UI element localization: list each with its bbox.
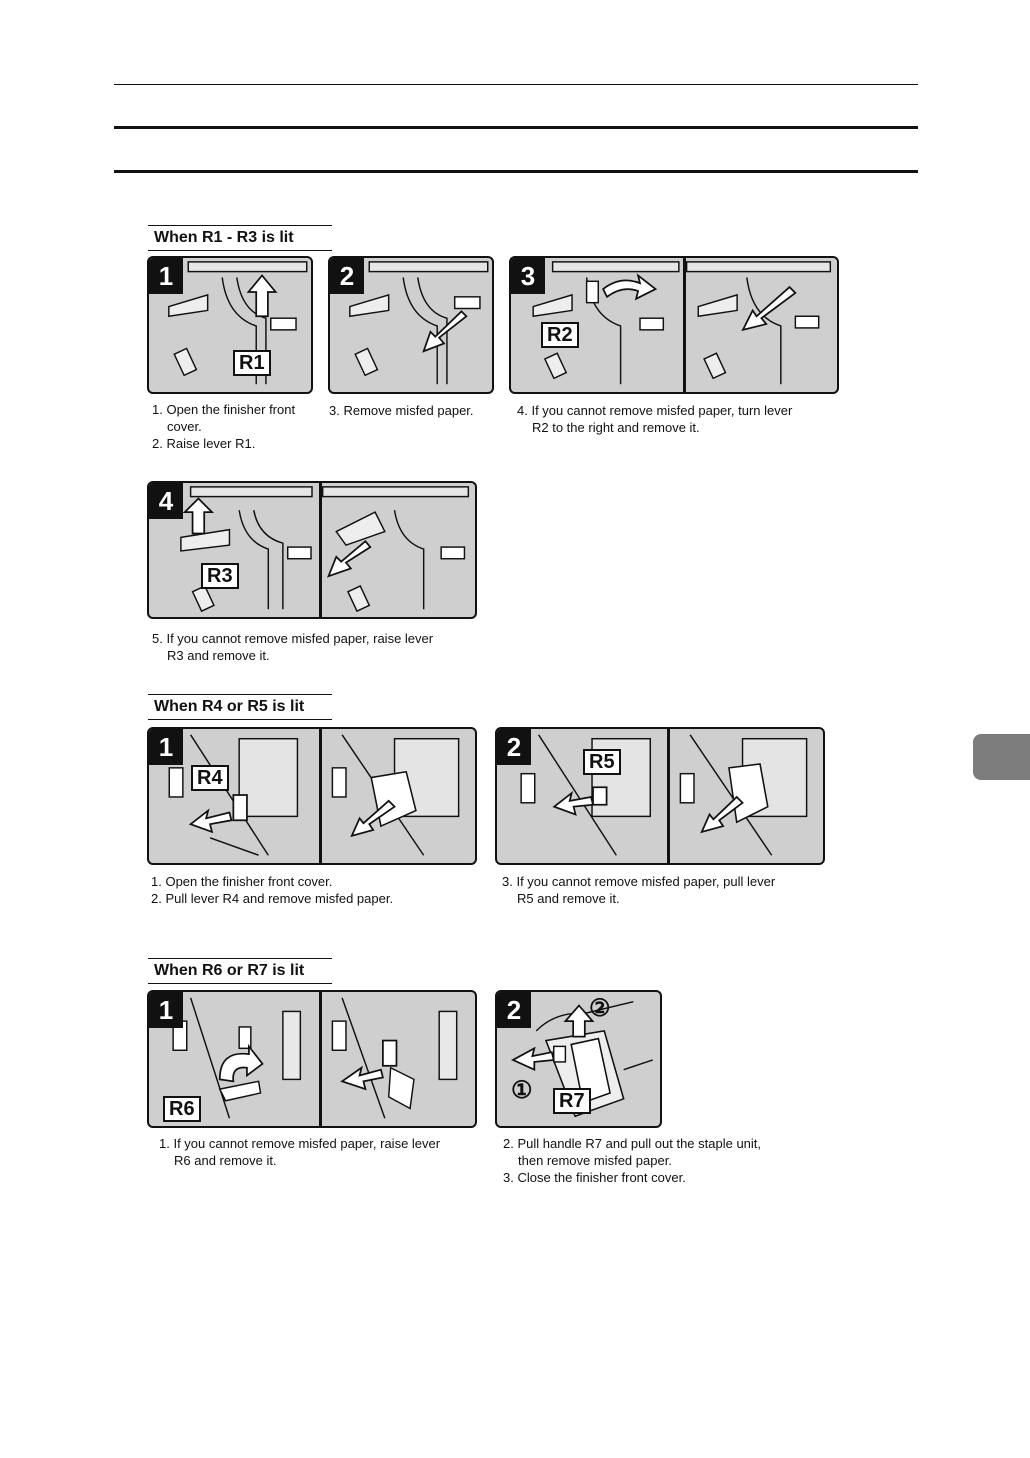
panel-divider <box>319 992 322 1126</box>
illustration-r6-step1 <box>147 990 477 1128</box>
callout-r1: R1 <box>233 350 271 376</box>
caption-line: 3. If you cannot remove misfed paper, pull lever <box>502 874 776 889</box>
caption-line: 2. Pull handle R7 and pull out the staple unit, <box>503 1136 762 1151</box>
caption-line: 4. If you cannot remove misfed paper, turn lever <box>517 403 793 418</box>
section-heading-r4-r5 <box>148 694 332 720</box>
panel-divider <box>667 729 670 863</box>
step-number: 2 <box>497 992 531 1028</box>
finisher-drawing <box>149 729 475 863</box>
step-number: 3 <box>511 258 545 294</box>
caption-line: 3. Close the finisher front cover. <box>503 1170 686 1185</box>
caption-r4-step2 <box>502 873 775 907</box>
top-thin-rule <box>114 84 918 85</box>
callout-circled-1: ① <box>511 1077 533 1104</box>
section-heading-r6-r7 <box>148 958 332 984</box>
caption-line: R5 and remove it. <box>517 891 620 906</box>
callout-r3: R3 <box>201 563 239 589</box>
callout-circled-2: ② <box>589 995 611 1022</box>
illustration-r1-step4 <box>147 481 477 619</box>
callout-r6: R6 <box>163 1096 201 1122</box>
illustration-r4-step2 <box>495 727 825 865</box>
illustration-r4-step1 <box>147 727 477 865</box>
illustration-r1-step1 <box>147 256 313 394</box>
section-title: When R4 or R5 is lit <box>154 698 305 715</box>
finisher-drawing <box>149 483 475 617</box>
caption-r1-step3 <box>517 402 792 436</box>
caption-line: cover. <box>167 419 202 434</box>
callout-r4: R4 <box>191 765 229 791</box>
illustration-r7-step2 <box>495 990 662 1128</box>
callout-r2: R2 <box>541 322 579 348</box>
panel-divider <box>319 729 322 863</box>
caption-r1-step4 <box>152 630 433 664</box>
caption-line: 2. Pull lever R4 and remove misfed paper. <box>151 891 394 906</box>
step-number: 1 <box>149 729 183 765</box>
caption-r1-step2 <box>329 402 474 419</box>
illustration-r1-step3 <box>509 256 839 394</box>
caption-line: 2. Raise lever R1. <box>152 436 256 451</box>
finisher-drawing <box>497 729 823 863</box>
caption-line: 5. If you cannot remove misfed paper, raise lever <box>152 631 434 646</box>
step-number: 1 <box>149 258 183 294</box>
callout-r5: R5 <box>583 749 621 775</box>
step-number: 2 <box>497 729 531 765</box>
panel-divider <box>683 258 686 392</box>
step-number: 1 <box>149 992 183 1028</box>
step-number: 4 <box>149 483 183 519</box>
section-heading-r1-r3 <box>148 225 332 251</box>
step-number: 2 <box>330 258 364 294</box>
caption-r1-step1 <box>152 401 295 452</box>
caption-line: 1. Open the finisher front cover. <box>151 874 333 889</box>
caption-line: 1. If you cannot remove misfed paper, raise lever <box>159 1136 441 1151</box>
title-rule-bottom <box>114 170 918 173</box>
callout-r7: R7 <box>553 1088 591 1114</box>
caption-r7-step2 <box>503 1135 761 1186</box>
caption-line: 3. Remove misfed paper. <box>329 403 474 418</box>
section-title: When R6 or R7 is lit <box>154 962 305 979</box>
section-title: When R1 - R3 is lit <box>154 229 294 246</box>
illustration-r1-step2 <box>328 256 494 394</box>
caption-line: 1. Open the finisher front <box>152 402 296 417</box>
caption-line: R3 and remove it. <box>167 648 270 663</box>
caption-line: then remove misfed paper. <box>518 1153 672 1168</box>
caption-line: R6 and remove it. <box>174 1153 277 1168</box>
title-rule-top <box>114 126 918 129</box>
caption-r4-step1 <box>151 873 393 907</box>
chapter-thumb-tab <box>973 734 1030 780</box>
caption-r6-step1 <box>159 1135 440 1169</box>
caption-line: R2 to the right and remove it. <box>532 420 700 435</box>
panel-divider <box>319 483 322 617</box>
